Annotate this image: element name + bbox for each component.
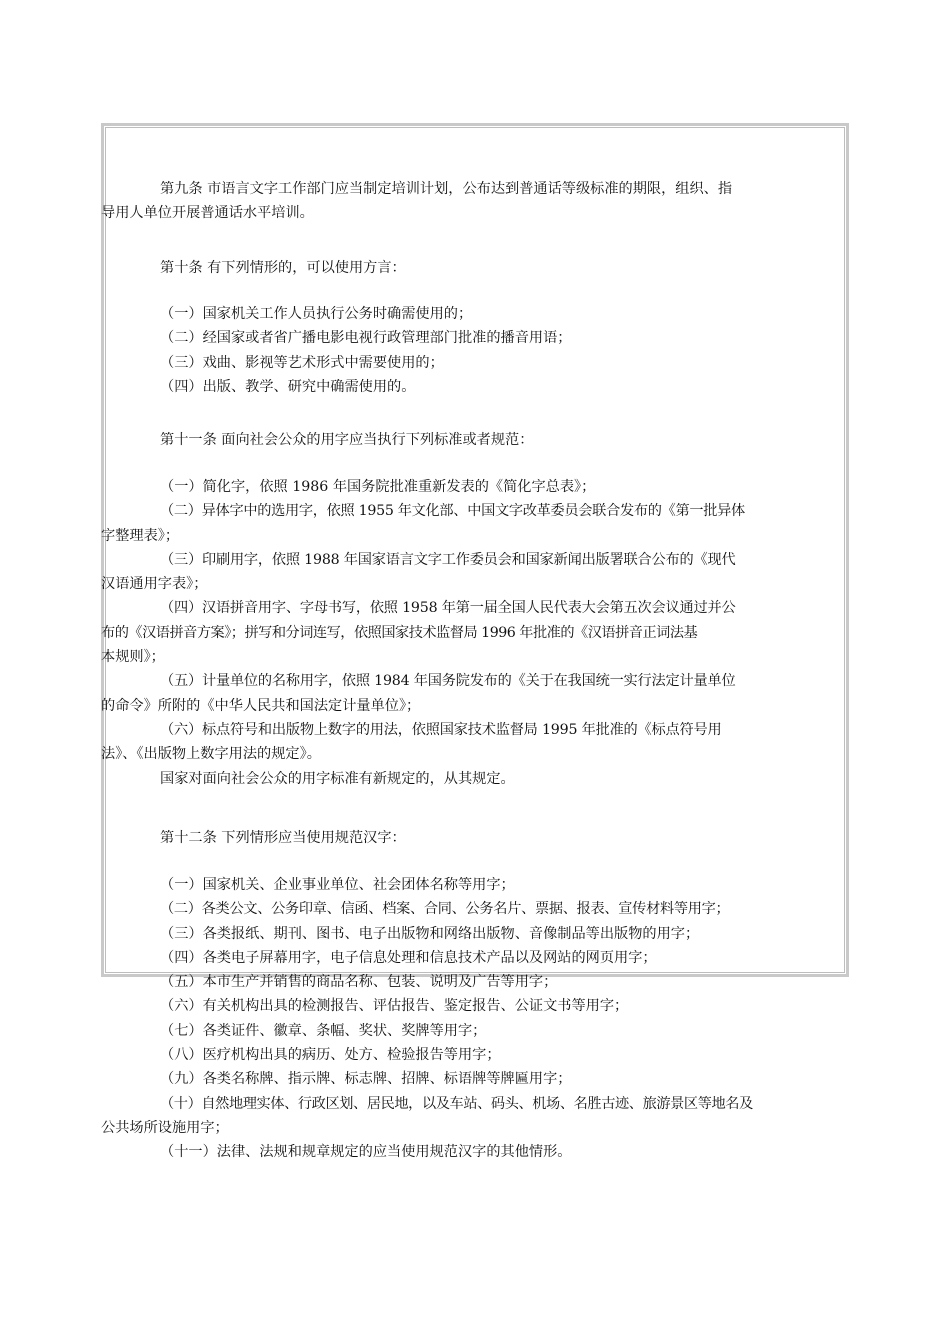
list-item-continuation: 本规则》； — [101, 649, 165, 666]
list-item: （一）国家机关工作人员执行公务时确需使用的； — [160, 306, 473, 322]
list-item-continuation: 字整理表》； — [101, 527, 180, 544]
article-10-items — [160, 302, 571, 399]
list-item: （二）经国家或者省广播电影电视行政管理部门批准的播音用语； — [160, 330, 572, 347]
article-11-body — [101, 475, 830, 791]
list-item: （四）各类电子屏幕用字，电子信息处理和信息技术产品以及网站的网页用字； — [160, 949, 657, 966]
article-9-line-1: 第九条 市语言文字工作部门应当制定培训计划，公布达到普通话等级标准的期限，组织、指 — [160, 181, 733, 197]
list-item: （四）汉语拼音用字、字母书写，依照 1958 年第一届全国人民代表大会第五次会议通过并公 — [160, 600, 736, 617]
list-item: （五）本市生产并销售的商品名称、包装、说明及广告等用字； — [160, 974, 558, 991]
article-9 — [101, 177, 840, 225]
list-item: （四）出版、教学、研究中确需使用的。 — [160, 378, 416, 395]
list-item-continuation: 公共场所设施用字； — [101, 1119, 229, 1136]
article-11-heading: 第十一条 面向社会公众的用字应当执行下列标准或者规范： — [160, 432, 534, 448]
list-item: （六）有关机构出具的检测报告、评估报告、鉴定报告、公证文书等用字； — [160, 998, 629, 1015]
list-item-continuation: 法》、《出版物上数字用法的规定》。 — [101, 746, 321, 763]
list-item: （十一）法律、法规和规章规定的应当使用规范汉字的其他情形。 — [160, 1144, 572, 1161]
list-item-continuation: 汉语通用字表》； — [101, 576, 208, 593]
list-item: （十）自然地理实体、行政区划、居民地，以及车站、码头、机场、名胜古迹、旅游景区等地名及 — [160, 1095, 753, 1112]
list-item: （八）医疗机构出具的病历、处方、检验报告等用字； — [160, 1047, 501, 1064]
list-item: （七）各类证件、徽章、条幅、奖状、奖牌等用字； — [160, 1022, 487, 1039]
article-11-closing: 国家对面向社会公众的用字标准有新规定的，从其规定。 — [160, 770, 515, 787]
article-9-line-2: 导用人单位开展普通话水平培训。 — [101, 205, 314, 221]
article-10-heading: 第十条 有下列情形的，可以使用方言： — [160, 260, 406, 276]
list-item: （九）各类名称牌、指示牌、标志牌、招牌、标语牌等牌匾用字； — [160, 1071, 572, 1088]
list-item: （三）戏曲、影视等艺术形式中需要使用的； — [160, 354, 444, 371]
list-item-continuation: 布的《汉语拼音方案》；拼写和分词连写，依照国家技术监督局 1996 年批准的《汉语拼音正词法基 — [101, 624, 698, 641]
list-item: （三）印刷用字，依照 1988 年国家语言文字工作委员会和国家新闻出版署联合公布的《现代 — [160, 551, 736, 568]
list-item: （三）各类报纸、期刊、图书、电子出版物和网络出版物、音像制品等出版物的用字； — [160, 925, 700, 942]
article-12-heading: 第十二条 下列情形应当使用规范汉字： — [160, 830, 406, 846]
list-item: （六）标点符号和出版物上数字的用法，依照国家技术监督局 1995 年批准的《标点符号用 — [160, 721, 722, 738]
article-12-body — [101, 873, 830, 1165]
list-item: （二）异体字中的选用字，依照 1955 年文化部、中国文字改革委员会联合发布的《第一批异体 — [160, 503, 745, 520]
list-item-continuation: 的命令》所附的《中华人民共和国法定计量单位》； — [101, 697, 421, 714]
list-item: （一）国家机关、企业事业单位、社会团体名称等用字； — [160, 877, 515, 893]
list-item: （五）计量单位的名称用字，依照 1984 年国务院发布的《关于在我国统一实行法定计量单位 — [160, 673, 736, 690]
list-item: （一）简化字，依照 1986 年国务院批准重新发表的《简化字总表》； — [160, 479, 596, 495]
list-item: （二）各类公文、公务印章、信函、档案、合同、公务名片、票据、报表、宣传材料等用字； — [160, 901, 730, 918]
